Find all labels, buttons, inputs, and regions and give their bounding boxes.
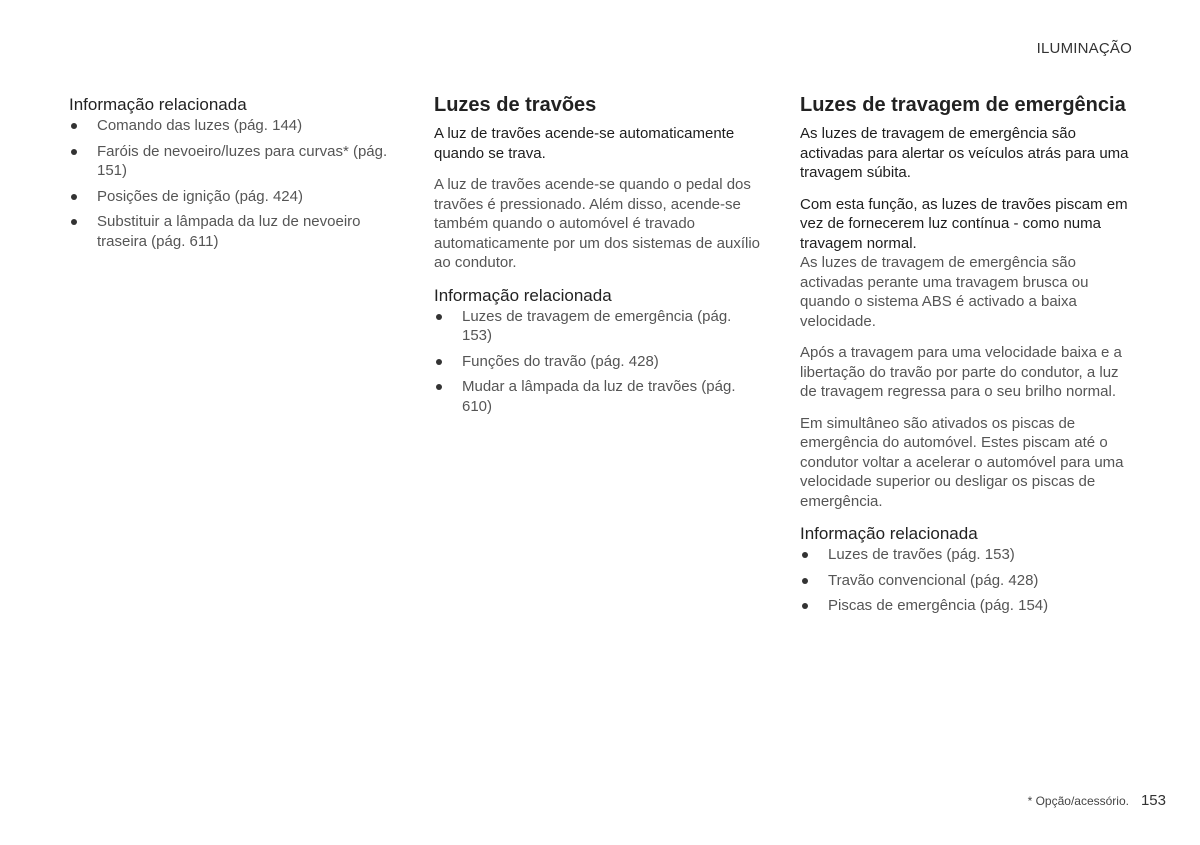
related-info-heading: Informação relacionada — [69, 95, 247, 114]
footnote: * Opção/acessório. — [1027, 794, 1129, 808]
related-link[interactable]: Luzes de travagem de emergência (pág. 153) — [434, 307, 764, 346]
body-paragraph: A luz de travões acende-se quando o pedal dos travões é pressionado. Além disso, acende-se também quando o automóvel é travado automaticamente por um dos sistemas de auxílio ao condutor. — [434, 176, 760, 271]
related-link[interactable]: Comando das luzes (pág. 144) — [69, 116, 399, 136]
related-link[interactable]: Substituir a lâmpada da luz de nevoeiro traseira (pág. 611) — [69, 212, 399, 251]
related-link[interactable]: Mudar a lâmpada da luz de travões (pág. 610) — [434, 377, 764, 416]
related-link[interactable]: Posições de ignição (pág. 424) — [69, 187, 399, 207]
section-title: Luzes de travagem de emergência — [800, 94, 1126, 116]
related-link[interactable]: Funções do travão (pág. 428) — [434, 352, 764, 372]
related-link[interactable]: Faróis de nevoeiro/luzes para curvas* (pág. 151) — [69, 142, 399, 181]
page-number: 153 — [1140, 792, 1166, 809]
column-brake-lights — [434, 92, 764, 422]
page-footer — [1028, 792, 1166, 809]
related-links-list — [69, 116, 399, 251]
related-link[interactable]: Travão convencional (pág. 428) — [800, 571, 1130, 591]
related-link[interactable]: Luzes de travões (pág. 153) — [800, 545, 1130, 565]
section-intro: As luzes de travagem de emergência são activadas para alertar os veículos atrás para uma travagem súbita. — [800, 125, 1129, 181]
related-info-heading: Informação relacionada — [434, 285, 612, 305]
body-paragraph: As luzes de travagem de emergência são activadas perante uma travagem brusca ou quando o sistema ABS é activado a baixa velocidade. — [800, 254, 1089, 330]
related-info-heading: Informação relacionada — [800, 524, 978, 543]
column-related-lighting — [69, 92, 399, 257]
body-paragraph: Em simultâneo são ativados os piscas de emergência do automóvel. Estes piscam até o condutor voltar a acelerar o automóvel para uma velocidade superior ou desligar os piscas de emergência. — [800, 414, 1124, 510]
related-links-list — [434, 307, 764, 417]
related-link[interactable]: Piscas de emergência (pág. 154) — [800, 596, 1130, 616]
section-intro-2: Com esta função, as luzes de travões piscam em vez de fornecerem luz contínua - como numa travagem normal. — [800, 195, 1128, 252]
section-title: Luzes de travões — [434, 94, 597, 116]
column-emergency-brake-lights — [800, 92, 1130, 622]
section-header: ILUMINAÇÃO — [1036, 40, 1132, 57]
section-intro: A luz de travões acende-se automaticamente quando se trava. — [434, 125, 735, 162]
body-paragraph: Após a travagem para uma velocidade baixa e a libertação do travão por parte do condutor, a luz de travagem regressa para o seu brilho normal. — [800, 344, 1122, 400]
related-links-list — [800, 545, 1130, 616]
